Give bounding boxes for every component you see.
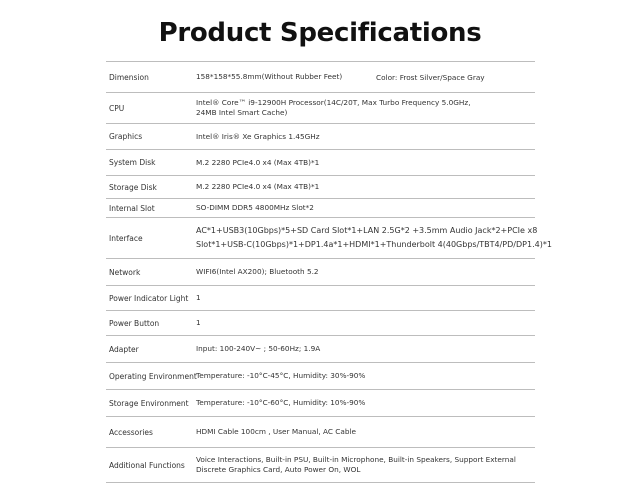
spec-row [106, 218, 552, 259]
spec-label: Network [109, 267, 141, 277]
spec-label: Graphics [109, 132, 143, 141]
spec-value-line: Temperature: -10°C-60°C, Humidity: 10%-90% [196, 398, 366, 407]
spec-extra: Color: Frost Silver/Space Gray [376, 72, 485, 82]
spec-row [106, 363, 535, 390]
spec-label: Additional Functions [109, 460, 185, 470]
spec-value-line: AC*1+USB3(10Gbps)*5+SD Card Slot*1+LAN 2.5G*2 +3.5mm Audio Jack*2+PCIe x8 [196, 226, 538, 235]
spec-value-line: 158*158*55.8mm(Without Rubber Feet) [196, 72, 343, 81]
spec-row [106, 448, 535, 483]
spec-label: Power Button [109, 318, 160, 328]
spec-value-line: WIFI6(Intel AX200); Bluetooth 5.2 [196, 267, 319, 276]
spec-value [196, 336, 533, 362]
spec-label: System Disk [109, 158, 156, 167]
spec-value [196, 93, 533, 123]
spec-value-line: 1 [196, 293, 201, 302]
spec-value [196, 417, 533, 447]
spec-value [196, 390, 533, 416]
spec-value [196, 150, 533, 175]
spec-value [196, 259, 533, 285]
spec-label: Storage Environment [109, 398, 189, 408]
spec-value-line: Temperature: -10°C-45°C, Humidity: 30%-90% [196, 371, 366, 380]
spec-row [106, 336, 535, 363]
spec-value-line: Intel® Core™ i9-12900H Processor(14C/20T, Max Turbo Frequency 5.0GHz, [196, 98, 471, 107]
page-title: Product Specifications [158, 18, 482, 48]
spec-value-line: 24MB Intel Smart Cache) [196, 108, 288, 117]
spec-row [106, 62, 535, 93]
spec-value-line: Discrete Graphics Card, Auto Power On, WOL [196, 465, 361, 474]
spec-value [196, 448, 533, 482]
spec-value [196, 124, 533, 149]
spec-row [106, 311, 535, 336]
spec-row [106, 93, 535, 124]
spec-table [106, 61, 552, 483]
spec-label: Operating Environment [109, 371, 197, 381]
spec-label: Power Indicator Light [109, 293, 189, 303]
spec-row [106, 150, 535, 176]
spec-row [106, 417, 535, 448]
spec-row [106, 199, 535, 218]
spec-label: Accessories [109, 427, 153, 437]
spec-label: CPU [109, 103, 125, 113]
spec-value [196, 286, 533, 310]
spec-label: Adapter [109, 344, 139, 354]
spec-value-line: M.2 2280 PCIe4.0 x4 (Max 4TB)*1 [196, 157, 320, 167]
spec-label: Internal Slot [109, 203, 155, 213]
spec-value-line: Slot*1+USB-C(10Gbps)*1+DP1.4a*1+HDMI*1+Thunderbolt 4(40Gbps/TBT4/PD/DP1.4)*1 [196, 240, 552, 249]
spec-value-line: 1 [196, 318, 201, 327]
spec-value-line: HDMI Cable 100cm , User Manual, AC Cable [196, 427, 357, 436]
spec-value-line: SO-DIMM DDR5 4800MHz Slot*2 [196, 203, 314, 212]
spec-value-line: Input: 100-240V~ ; 50-60Hz; 1.9A [196, 344, 321, 353]
spec-row [106, 176, 535, 199]
spec-row [106, 124, 535, 150]
spec-value [196, 363, 533, 389]
spec-value [196, 199, 533, 217]
spec-row [106, 390, 535, 417]
spec-label: Interface [109, 233, 143, 243]
spec-row [106, 286, 535, 311]
spec-row [106, 259, 535, 286]
spec-value-line: M.2 2280 PCIe4.0 x4 (Max 4TB)*1 [196, 182, 320, 191]
spec-value [196, 311, 533, 335]
spec-label: Storage Disk [109, 182, 157, 192]
spec-value [196, 218, 552, 258]
spec-value-line: Voice Interactions, Built-in PSU, Built-in Microphone, Built-in Speakers, Support External [196, 455, 516, 464]
spec-value [196, 176, 533, 198]
spec-value-line: Intel® Iris® Xe Graphics 1.45GHz [196, 131, 320, 141]
spec-label: Dimension [109, 72, 149, 82]
